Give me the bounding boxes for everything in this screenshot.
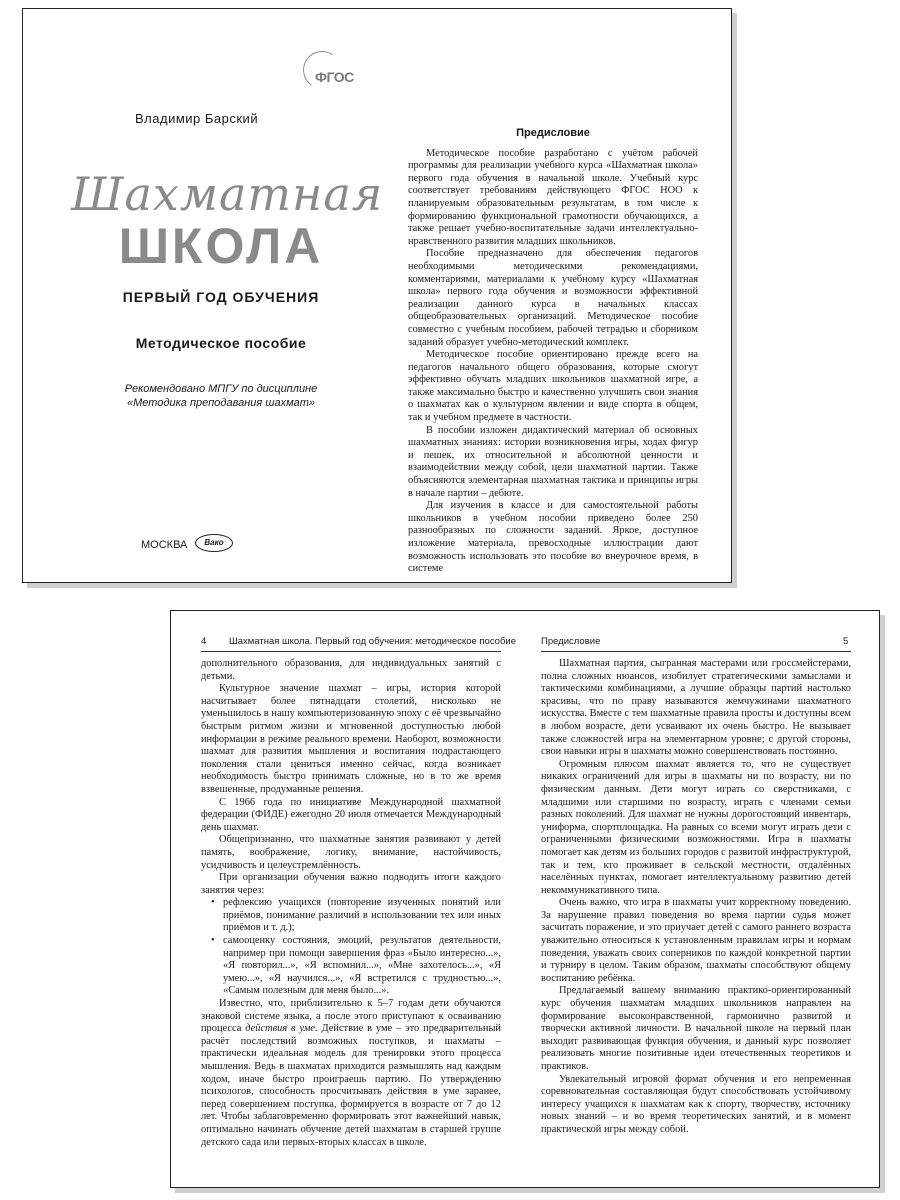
paragraph: Методическое пособие ориентировано прежде всего на педагогов начального общего образования, которые смогут эффективно обучать младших школьников шахматной игре, а также максимально быстро и качественно улучшить свои знания о шахматах как о культурном явлении и виде спорта в общем, так и учебном предмете в частности. — [408, 349, 698, 424]
book-spread-pages — [170, 610, 880, 1188]
page-4-column — [201, 658, 501, 1149]
publisher-logo: Вако — [195, 534, 233, 552]
paragraph: Предлагаемый вашему вниманию практико-ориентированный курс обучения шахматам младших школьников направлен на формирование высоконравственной, гармонично развитой и творчески активной личности. В начальной школе на первый план выходит развивающая функция обучения, и данный курс позволяет реализовать многие позитивные идеи отечественных теоретиков и практиков. — [541, 985, 851, 1072]
bullet-list — [201, 897, 501, 998]
fgos-logo — [303, 51, 353, 89]
list-item: • рефлексию учащихся (повторение изученных понятий или приёмов, понимание различий в использовании тех или иных приёмов и т. д.); — [223, 897, 501, 935]
book-type: Методическое пособие — [135, 335, 307, 351]
paragraph: Общепризнанно, что шахматные занятия развивают у детей память, воображение, логику, внимание, настойчивость, усидчивость и целеустремлённость. — [201, 834, 501, 871]
book-title-script: Шахматная — [71, 167, 384, 221]
header-rule-right — [541, 651, 851, 652]
header-rule-left — [201, 651, 501, 652]
author-name: Владимир Барский — [135, 111, 259, 126]
book-subtitle: ПЕРВЫЙ ГОД ОБУЧЕНИЯ — [122, 289, 320, 305]
fgos-logo-text: ФГОС — [315, 69, 354, 85]
paragraph: Для изучения в классе и для самостоятельной работы школьников в учебном пособии приведено более 250 разнообразных по сложности заданий. Яркое, доступное изложение материала, превосходные иллюстрации дают возможность использовать это пособие во внеурочное время, в системе — [408, 500, 698, 575]
paragraph: Пособие предназначено для обеспечения педагогов необходимыми методическими рекомендациями, комментариями, материалами к учебному курсу «Шахматная школа» первого года обучения и возможности эффективной реализации данного курса в начальных классах общеобразовательных организаций. Методическое пособие совместно с учебным пособием, рабочей тетрадью и сборником заданий образует учебно-методический комплект. — [408, 248, 698, 348]
list-item: • самооценку состояния, эмоций, результатов деятельности, например при помощи завершения фраз «Было интересно...», «Я повторил...», «Я вспомнил...», «Мне захотелось...», «Я умею...», «Я научился...», «Я встретился с трудностью...», «Самым полезным для меня было...». — [223, 935, 501, 998]
page-number-left: 4 — [201, 636, 207, 647]
emphasis-text: действия в уме — [245, 1023, 316, 1035]
paragraph: Методическое пособие разработано с учётом рабочей программы для реализации учебного курса «Шахматная школа» первого года обучения в начальной школе. Учебный курс соответствует требованиям действующего ФГОС НОО к планируемым образовательным результатам, в том числе к формированию функциональной грамотности обучающихся, а также решает учебно-воспитательные задачи интеллектуально-нравственного развития младших школьников. — [408, 147, 698, 247]
paragraph: При организации обучения важно подводить итоги каждого занятия через: — [201, 872, 501, 896]
preface-column — [408, 127, 698, 576]
recommendation-line-1: Рекомендовано МПГУ по дисциплине — [124, 383, 318, 395]
preface-heading: Предисловие — [516, 127, 590, 139]
paragraph: Очень важно, что игра в шахматы учит корректному поведению. За нарушение правил поведения во время партии судья может засчитать поражение, и это приучает детей с самого раннего возраста уважительно относиться к установленным правилам игры и нормам поведения, уважать своих соперников по каждой конкретной партии и турниру в целом. Таким образом, шахматы способствуют общему воспитанию ребёнка. — [541, 897, 851, 984]
publication-city: МОСКВА — [141, 539, 188, 551]
paragraph: В пособии изложен дидактический материал об основных шахматных знаниях: истории возникновения игры, ходах фигур и пешек, их относительной и абсолютной ценности и взаимодействии между собой, цели шахматной партии. Также объясняются элементарная шахматная тактика и принципы игры в начале партии – дебюте. — [408, 424, 698, 499]
paragraph — [201, 998, 501, 1149]
paragraph: Шахматная партия, сыгранная мастерами или гроссмейстерами, полна сложных нюансов, изобилует стратегическими замыслами и тактическими комбинациями, а лучшие образцы партий настолько красивы, что по праву называются жемчужинами шахматного искусства. Вместе с тем шахматные правила просты и доступны всем в любом возрасте, дети усваивают их очень быстро. Не вызывает также сложностей игра на элементарном уровне; с другой стороны, свои навыки игры в шахматы можно совершенствовать постоянно. — [541, 658, 851, 758]
paragraph-text: . Действие в уме – это предварительный расчёт последствий возможных поступков, и шахматы – практически идеальная модель для тренировки этого процесса мышления. Ведь в шахматах приходится размышлять над каждым ходом, иначе быстро проиграешь партию. По утверждению психологов, способность просчитывать действия в уме заранее, перед совершением поступка, формируется в возрасте от 7 до 12 лет. Чтобы заблаговременно формировать этот важнейший навык, оптимально начинать обучение детей шахматам в старшей группе детского сада или первых-вторых классах в школе. — [201, 1023, 501, 1148]
recommendation — [71, 382, 371, 410]
book-title-main: ШКОЛА — [118, 218, 324, 274]
paragraph: Культурное значение шахмат – игры, история которой насчитывает более пятнадцати столетий, нисколько не уменьшилось в нашу компьютеризованную эпоху с её чрезвычайно быстрым ритмом жизни и мгновенной доступностью любой информации в режиме реального времени. Наоборот, возможности шахмат для развития мышления и воспитания подрастающего поколения стали цениться именно сейчас, когда возникает необходимость быстро принимать сложные, но в то же время взвешенные, продуманные решения. — [201, 683, 501, 795]
paragraph: С 1966 года по инициативе Международной шахматной федерации (ФИДЕ) ежегодно 20 июля отмечается Международный день шахмат. — [201, 796, 501, 833]
paragraph: Огромным плюсом шахмат является то, что не существует никаких ограничений для игры в шахматы ни по возрасту, ни по физическим данным. Дети могут играть со сверстниками, с младшими или старшими по возрасту, играть с членами семьи разных поколений. Для шахмат не нужны дорогостоящий инвентарь, униформа, спортплощадка. На равных со всеми могут играть дети с ограниченными физическими возможностями. Игра в шахматы помогает как детям из больших городов с развитой инфраструктурой, так и тем, кто проживает в сельской местности, отдалённых населённых пунктах, помогает интеллектуальному развитию детей некоммуникативного типа. — [541, 758, 851, 896]
recommendation-line-2: «Методика преподавания шахмат» — [126, 397, 316, 409]
paragraph-text: Известно, что, приблизительно к 5–7 годам дети обучаются знаковой системе языка, а после этого приступают к осваиванию процесса — [201, 998, 501, 1035]
paragraph: дополнительного образования, для индивидуальных занятий с детьми. — [201, 658, 501, 682]
page-number-right: 5 — [843, 636, 849, 647]
book-spread-cover — [22, 8, 732, 583]
page-5-column — [541, 658, 851, 1137]
running-head-left: Шахматная школа. Первый год обучения: методическое пособие — [229, 636, 516, 647]
paragraph: Увлекательный игровой формат обучения и его непременная соревновательная составляющая будут способствовать устойчивому интересу учащихся к шахматам как к спорту, творчеству, источнику новых знаний – и во время теоретических занятий, и в момент практической игры между собой. — [541, 1073, 851, 1135]
running-head-right: Предисловие — [541, 636, 601, 647]
